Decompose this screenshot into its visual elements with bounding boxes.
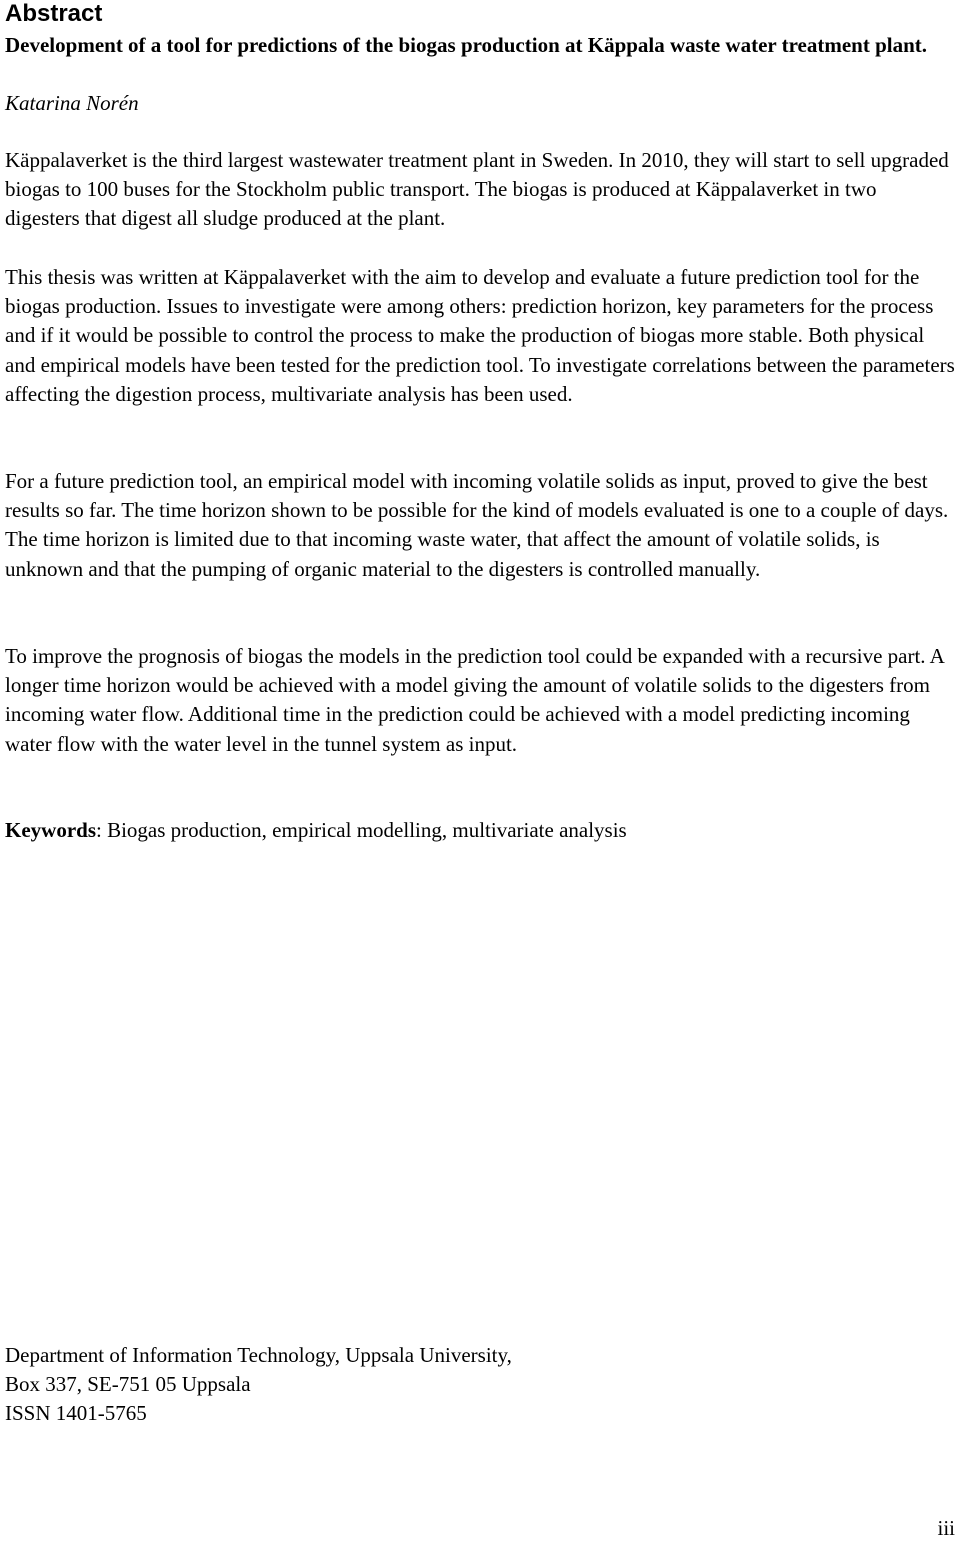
address-line: Box 337, SE-751 05 Uppsala xyxy=(5,1372,251,1396)
page-number: iii xyxy=(937,1516,955,1540)
abstract-paragraph-1: Käppalaverket is the third largest wastewater treatment plant in Sweden. In 2010, they will start to sell upgraded biogas to 100 buses for the Stockholm public transport. The biogas is produced at Käppalaverket in two digesters that digest all sludge produced at the plant. xyxy=(5,148,949,231)
affiliation-block xyxy=(5,1341,512,1428)
abstract-paragraph-4: To improve the prognosis of biogas the models in the prediction tool could be expanded with a recursive part. A longer time horizon would be achieved with a model giving the amount of volatile solids to the digesters from incoming water flow. Additional time in the prediction could be achieved with a model predicting incoming water flow with the water level in the tunnel system as input. xyxy=(5,644,944,756)
abstract-heading: Abstract xyxy=(5,0,103,27)
keywords-label: Keywords xyxy=(5,818,96,842)
author-name: Katarina Norén xyxy=(5,91,139,115)
abstract-paragraph-3: For a future prediction tool, an empirical model with incoming volatile solids as input, proved to give the best results so far. The time horizon shown to be possible for the kind of models evaluated is one to a couple of days. The time horizon is limited due to that incoming waste water, that affect the amount of volatile solids, is unknown and that the pumping of organic material to the digesters is controlled manually. xyxy=(5,469,949,581)
keywords-text: Biogas production, empirical modelling, multivariate analysis xyxy=(107,818,627,842)
abstract-paragraph-2: This thesis was written at Käppalaverket with the aim to develop and evaluate a future prediction tool for the biogas production. Issues to investigate were among others: prediction horizon, key parameters for the process and if it would be possible to control the process to make the production of biogas more stable. Both physical and empirical models have been tested for the prediction tool. To investigate correlations between the parameters affecting the digestion process, multivariate analysis has been used. xyxy=(5,265,955,406)
department-line: Department of Information Technology, Uppsala University, xyxy=(5,1343,512,1367)
issn-line: ISSN 1401-5765 xyxy=(5,1401,147,1425)
thesis-title: Development of a tool for predictions of the biogas production at Käppala waste water treatment plant. xyxy=(5,33,928,57)
keywords-line xyxy=(5,816,627,845)
keywords-separator: : xyxy=(96,818,108,842)
